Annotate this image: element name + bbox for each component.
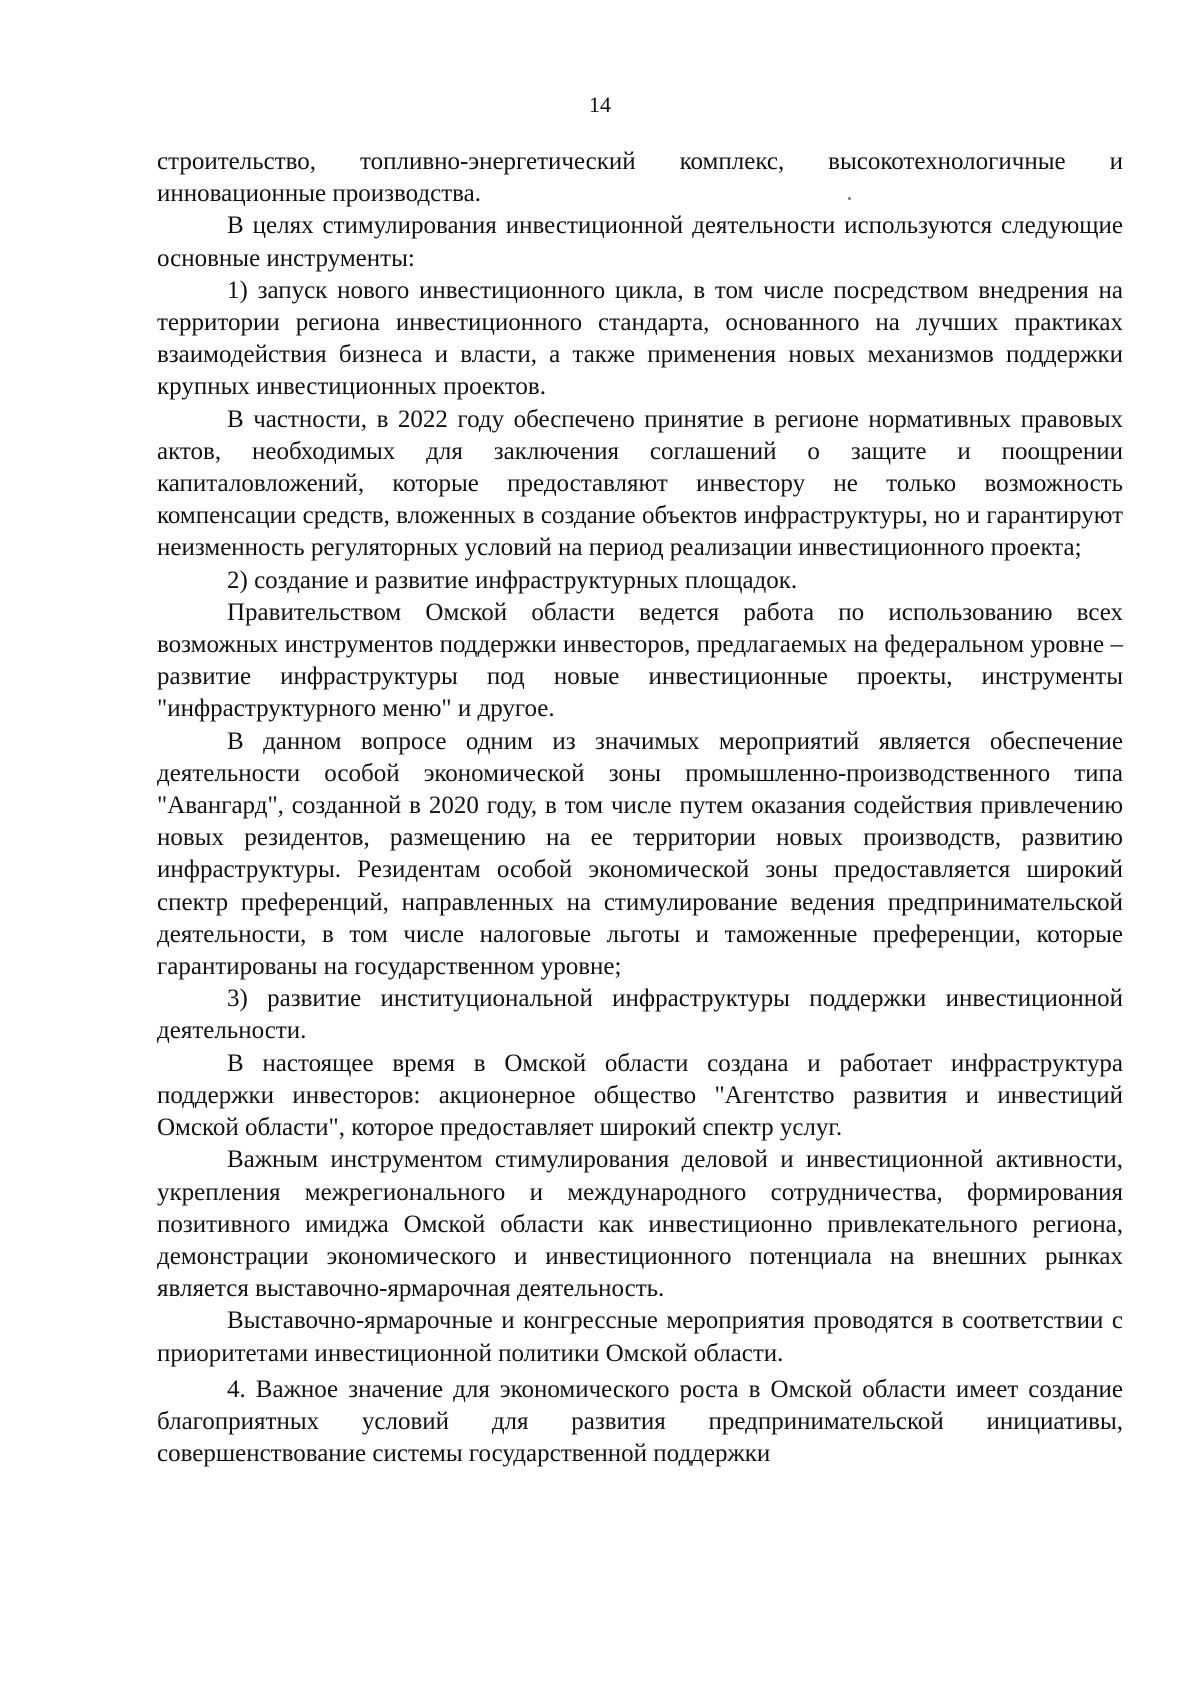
- page-number: 14: [589, 92, 611, 117]
- paragraph-item-3: 3) развитие институциональной инфраструктуры поддержки инвестиционной деятельности.: [157, 985, 1123, 1045]
- paragraph-avangard-zone: В данном вопросе одним из значимых мероприятий является обеспечение деятельности особой экономической зоны промышленно-производственного типа "Авангард", созданной в 2020 году, в том числе путем оказания содействия привлечению новых резидентов, размещению на ее территории новых производств, развитию инфраструктуры. Резидентам особой экономической зоны предоставляется широкий спектр преференций, направленных на стимулирование ведения предпринимательской деятельности, в том числе налоговые льготы и таможенные преференции, которые гарантированы на государственном уровне;: [157, 727, 1123, 981]
- paragraph-item-2: 2) создание и развитие инфраструктурных площадок.: [227, 566, 798, 594]
- paragraph-exhibition-activity: Важным инструментом стимулирования деловой и инвестиционной активности, укрепления межрегионального и международного сотрудничества, формирования позитивного имиджа Омской области как инвестиционно привлекательного региона, демонстрации экономического и инвестиционного потенциала на внешних рынках является выставочно-ярмарочная деятельность.: [157, 1146, 1123, 1303]
- paragraph-continuation: строительство, топливно-энергетический комплекс, высокотехнологичные и инновационные производства.: [157, 148, 1123, 208]
- paragraph-agency: В настоящее время в Омской области создана и работает инфраструктура поддержки инвесторов: акционерное общество "Агентство развития и инвестиций Омской области", которое предоставляет широкий спектр услуг.: [157, 1049, 1123, 1142]
- paragraph-congress-events: Выставочно-ярмарочные и конгрессные мероприятия проводятся в соответствии с приоритетами инвестиционной политики Омской области.: [157, 1307, 1123, 1367]
- paragraph-instruments-intro: В целях стимулирования инвестиционной деятельности используются следующие основные инструменты:: [157, 212, 1123, 272]
- paragraph-2022-acts: В частности, в 2022 году обеспечено принятие в регионе нормативных правовых актов, необходимых для заключения соглашений о защите и поощрении капиталовложений, которые предоставляют инвестору не только возможность компенсации средств, вложенных в создание объектов инфраструктуры, но и гарантируют неизменность регуляторных условий на период реализации инвестиционного проекта;: [157, 405, 1123, 562]
- document-body: [157, 146, 1123, 1470]
- paragraph-government-work: Правительством Омской области ведется работа по использованию всех возможных инструментов поддержки инвесторов, предлагаемых на федеральном уровне – развитие инфраструктуры под новые инвестиционные проекты, инструменты "инфраструктурного меню" и другое.: [157, 598, 1123, 723]
- paragraph-section-4: 4. Важное значение для экономического роста в Омской области имеет создание благоприятных условий для развития предпринимательской инициативы, совершенствование системы государственной поддержки: [157, 1375, 1123, 1468]
- paragraph-item-1: 1) запуск нового инвестиционного цикла, в том числе посредством внедрения на территории региона инвестиционного стандарта, основанного на лучших практиках взаимодействия бизнеса и власти, а также применения новых механизмов поддержки крупных инвестиционных проектов.: [157, 276, 1123, 401]
